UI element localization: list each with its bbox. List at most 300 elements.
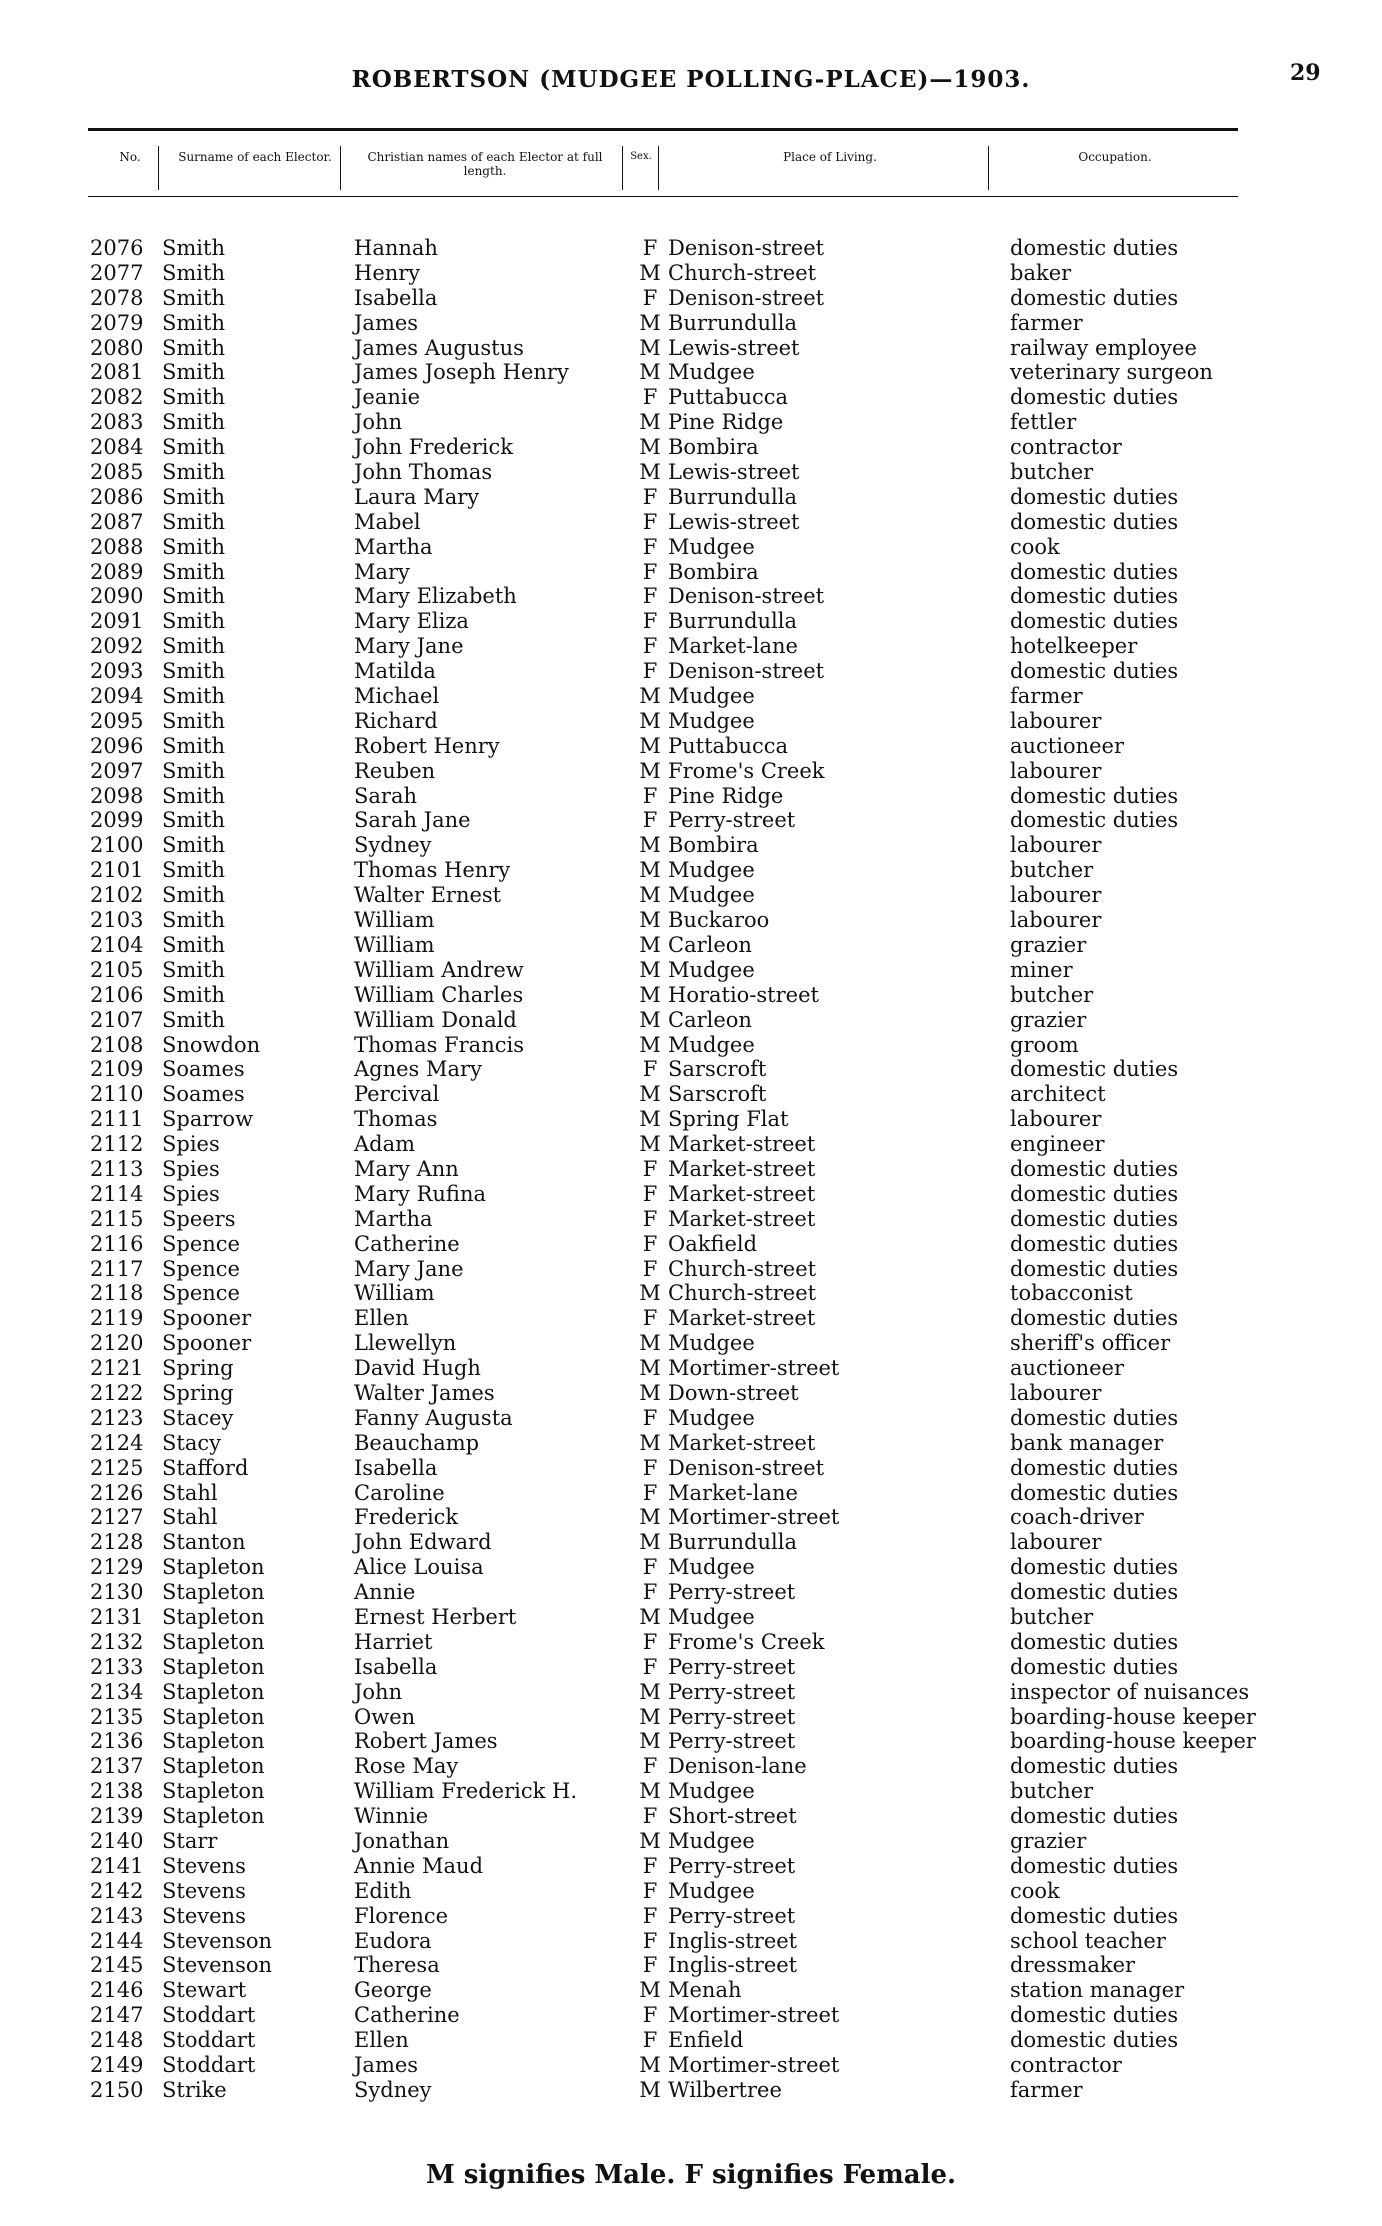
elector-christian-names: Ellen [354,1306,409,1331]
elector-surname: Smith [162,758,225,783]
elector-sex: F [642,659,658,684]
header-christian: Christian names of each Elector at full length. [367,150,603,178]
elector-sex: F [642,1206,658,1231]
elector-occupation: boarding-house keeper [1010,1729,1256,1754]
table-row [0,1929,1382,1954]
table-row [0,2003,1382,2028]
elector-surname: Stevenson [162,1928,273,1953]
elector-sex: M [639,1978,661,2003]
table-row [0,684,1382,709]
elector-place: Inglis-street [668,1928,798,1953]
table-row [0,261,1382,286]
elector-sex: F [642,2003,658,2028]
table-row [0,435,1382,460]
elector-sex: M [639,858,661,883]
elector-christian-names: Sarah Jane [354,808,471,833]
elector-number: 2082 [90,385,144,410]
elector-occupation: domestic duties [1010,1903,1179,1928]
elector-place: Market-street [668,1206,816,1231]
elector-sex: F [642,534,658,559]
elector-occupation: domestic duties [1010,1853,1179,1878]
elector-place: Burrundulla [668,310,798,335]
elector-number: 2133 [90,1654,144,1679]
elector-christian-names: Sarah [354,783,417,808]
elector-christian-names: Isabella [354,1654,438,1679]
table-row [0,1132,1382,1157]
elector-occupation: domestic duties [1010,609,1179,634]
elector-christian-names: Hannah [354,236,438,260]
elector-surname: Smith [162,634,225,659]
elector-occupation: school teacher [1010,1928,1166,1953]
elector-number: 2135 [90,1704,144,1729]
elector-number: 2127 [90,1505,144,1530]
elector-number: 2090 [90,584,144,609]
elector-surname: Smith [162,1007,225,1032]
elector-occupation: butcher [1010,1779,1094,1804]
elector-occupation: tobacconist [1010,1281,1133,1306]
elector-surname: Smith [162,385,225,410]
elector-place: Mudgee [668,360,755,385]
header-rule-top [88,128,1238,131]
elector-number: 2087 [90,509,144,534]
elector-surname: Smith [162,733,225,758]
elector-sex: M [639,733,661,758]
elector-occupation: labourer [1010,758,1102,783]
elector-christian-names: Jeanie [354,385,421,410]
table-row [0,1953,1382,1978]
elector-sex: M [639,1007,661,1032]
elector-place: Denison-street [668,584,825,609]
elector-place: Pine Ridge [668,410,784,435]
elector-christian-names: Martha [354,1206,433,1231]
elector-number: 2124 [90,1430,144,1455]
elector-occupation: butcher [1010,982,1094,1007]
elector-surname: Stacey [162,1405,234,1430]
table-row [0,759,1382,784]
elector-place: Enfield [668,2028,744,2053]
elector-christian-names: Mabel [354,509,421,534]
elector-place: Denison-street [668,1455,825,1480]
elector-place: Short-street [668,1804,797,1829]
table-row [0,2028,1382,2053]
elector-sex: M [639,1779,661,1804]
elector-place: Denison-street [668,659,825,684]
elector-number: 2134 [90,1679,144,1704]
elector-place: Denison-street [668,236,825,260]
elector-surname: Stahl [162,1480,218,1505]
elector-number: 2096 [90,733,144,758]
elector-occupation: domestic duties [1010,559,1179,584]
elector-place: Perry-street [668,1903,796,1928]
elector-place: Bombira [668,559,759,584]
elector-number: 2097 [90,758,144,783]
elector-place: Mudgee [668,1878,755,1903]
elector-sex: M [639,1505,661,1530]
elector-occupation: veterinary surgeon [1010,360,1213,385]
table-row [0,336,1382,361]
elector-occupation: domestic duties [1010,2028,1179,2053]
elector-sex: M [639,1530,661,1555]
elector-occupation: domestic duties [1010,484,1179,509]
elector-christian-names: Alice Louisa [354,1555,484,1580]
elector-place: Lewis-street [668,460,800,485]
elector-surname: Speers [162,1206,236,1231]
elector-occupation: inspector of nuisances [1010,1679,1250,1704]
elector-sex: F [642,1181,658,1206]
table-row [0,1257,1382,1282]
elector-christian-names: Mary Ann [354,1156,459,1181]
table-row [0,1904,1382,1929]
table-row [0,1680,1382,1705]
elector-sex: F [642,1306,658,1331]
elector-occupation: sheriff's officer [1010,1331,1171,1356]
elector-place: Mortimer-street [668,1356,840,1381]
elector-sex: M [639,758,661,783]
table-row [0,1978,1382,2003]
table-row [0,734,1382,759]
elector-place: Puttabucca [668,385,789,410]
elector-sex: M [639,1132,661,1157]
elector-surname: Stanton [162,1530,246,1555]
elector-occupation: labourer [1010,908,1102,933]
elector-number: 2121 [90,1356,144,1381]
elector-surname: Stoddart [162,2053,256,2078]
elector-number: 2147 [90,2003,144,2028]
elector-occupation: farmer [1010,684,1083,709]
page-title: ROBERTSON (MUDGEE POLLING-PLACE)—1903. [351,66,1031,93]
table-row [0,485,1382,510]
elector-christian-names: Mary Rufina [354,1181,486,1206]
elector-christian-names: John Edward [354,1530,492,1555]
elector-number: 2111 [90,1107,144,1132]
elector-occupation: domestic duties [1010,659,1179,684]
elector-number: 2114 [90,1181,144,1206]
table-row [0,584,1382,609]
elector-place: Mortimer-street [668,2053,840,2078]
header-rule-bottom [88,196,1238,197]
elector-number: 2123 [90,1405,144,1430]
elector-occupation: labourer [1010,883,1102,908]
elector-number: 2079 [90,310,144,335]
elector-sex: F [642,2028,658,2053]
elector-christian-names: Caroline [354,1480,445,1505]
elector-sex: F [642,484,658,509]
elector-sex: F [642,236,658,260]
elector-sex: F [642,1654,658,1679]
elector-surname: Stapleton [162,1580,265,1605]
table-row [0,933,1382,958]
elector-surname: Smith [162,584,225,609]
elector-christian-names: Agnes Mary [354,1057,482,1082]
elector-sex: M [639,932,661,957]
elector-number: 2095 [90,708,144,733]
elector-occupation: miner [1010,957,1073,982]
elector-number: 2132 [90,1629,144,1654]
elector-surname: Smith [162,908,225,933]
elector-place: Mudgee [668,957,755,982]
elector-surname: Smith [162,236,225,260]
elector-number: 2150 [90,2077,144,2102]
elector-place: Pine Ridge [668,783,784,808]
elector-sex: F [642,1580,658,1605]
elector-place: Buckaroo [668,908,770,933]
elector-christian-names: Jonathan [354,1829,450,1853]
elector-sex: M [639,360,661,385]
elector-surname: Stoddart [162,2028,256,2053]
elector-place: Perry-street [668,1729,796,1754]
elector-occupation: contractor [1010,2053,1122,2078]
elector-sex: F [642,634,658,659]
elector-christian-names: Walter James [354,1380,495,1405]
elector-christian-names: Fanny Augusta [354,1405,513,1430]
elector-number: 2113 [90,1156,144,1181]
elector-christian-names: Frederick [354,1505,459,1530]
elector-christian-names: James [354,2053,419,2078]
elector-place: Burrundulla [668,484,798,509]
elector-occupation: domestic duties [1010,1480,1179,1505]
elector-place: Mudgee [668,1405,755,1430]
elector-christian-names: Llewellyn [354,1331,457,1356]
elector-christian-names: Edith [354,1878,412,1903]
table-row [0,609,1382,634]
elector-number: 2143 [90,1903,144,1928]
table-row [0,1082,1382,1107]
elector-sex: F [642,1156,658,1181]
elector-sex: F [642,1480,658,1505]
elector-surname: Stewart [162,1978,247,2003]
elector-sex: M [639,410,661,435]
elector-occupation: domestic duties [1010,1306,1179,1331]
elector-christian-names: Beauchamp [354,1430,480,1455]
elector-sex: F [642,1555,658,1580]
elector-number: 2149 [90,2053,144,2078]
elector-number: 2076 [90,236,144,260]
elector-place: Bombira [668,435,759,460]
elector-number: 2117 [90,1256,144,1281]
elector-sex: M [639,1430,661,1455]
table-row [0,2078,1382,2103]
elector-christian-names: William [354,932,435,957]
table-row [0,709,1382,734]
elector-sex: F [642,385,658,410]
elector-sex: F [642,1754,658,1779]
elector-number: 2126 [90,1480,144,1505]
elector-sex: F [642,1953,658,1978]
elector-surname: Spies [162,1156,220,1181]
elector-occupation: domestic duties [1010,1629,1179,1654]
elector-place: Puttabucca [668,733,789,758]
elector-place: Perry-street [668,1704,796,1729]
elector-surname: Smith [162,609,225,634]
elector-occupation: cook [1010,1878,1060,1903]
elector-place: Spring Flat [668,1107,789,1132]
table-row [0,634,1382,659]
elector-occupation: engineer [1010,1132,1105,1157]
elector-surname: Stahl [162,1505,218,1530]
elector-number: 2089 [90,559,144,584]
page-number: 29 [1290,60,1321,86]
elector-place: Market-lane [668,1480,798,1505]
elector-christian-names: Richard [354,708,438,733]
table-row [0,1232,1382,1257]
elector-christian-names: William Andrew [354,957,524,982]
elector-surname: Smith [162,957,225,982]
elector-surname: Spies [162,1181,220,1206]
elector-number: 2118 [90,1281,144,1306]
elector-surname: Smith [162,360,225,385]
elector-christian-names: Theresa [354,1953,440,1978]
elector-number: 2108 [90,1032,144,1057]
elector-surname: Stapleton [162,1654,265,1679]
elector-christian-names: Thomas Francis [354,1032,524,1057]
elector-surname: Smith [162,335,225,360]
elector-place: Mudgee [668,1829,755,1853]
elector-list [0,236,1382,2103]
table-row [0,1879,1382,1904]
elector-place: Sarscroft [668,1082,767,1107]
elector-surname: Spence [162,1231,240,1256]
elector-number: 2141 [90,1853,144,1878]
elector-occupation: station manager [1010,1978,1185,2003]
elector-place: Perry-street [668,808,796,833]
elector-place: Mudgee [668,1331,755,1356]
elector-number: 2122 [90,1380,144,1405]
elector-occupation: domestic duties [1010,1231,1179,1256]
elector-surname: Smith [162,982,225,1007]
elector-surname: Stapleton [162,1704,265,1729]
elector-number: 2136 [90,1729,144,1754]
header-divider [340,146,341,190]
elector-surname: Stevenson [162,1953,273,1978]
elector-occupation: farmer [1010,2077,1083,2102]
elector-number: 2101 [90,858,144,883]
elector-occupation: grazier [1010,932,1087,957]
elector-number: 2125 [90,1455,144,1480]
table-row [0,286,1382,311]
elector-sex: F [642,609,658,634]
elector-christian-names: Catherine [354,1231,460,1256]
table-row [0,1630,1382,1655]
elector-number: 2091 [90,609,144,634]
elector-occupation: auctioneer [1010,733,1125,758]
elector-occupation: domestic duties [1010,1405,1179,1430]
elector-occupation: domestic duties [1010,285,1179,310]
elector-surname: Smith [162,435,225,460]
elector-place: Mudgee [668,684,755,709]
elector-surname: Smith [162,559,225,584]
table-row [0,1580,1382,1605]
elector-christian-names: David Hugh [354,1356,481,1381]
table-row [0,1829,1382,1854]
elector-number: 2094 [90,684,144,709]
elector-surname: Spooner [162,1331,252,1356]
table-row [0,1804,1382,1829]
elector-surname: Spies [162,1132,220,1157]
elector-christian-names: William Charles [354,982,524,1007]
elector-occupation: domestic duties [1010,1455,1179,1480]
elector-place: Market-lane [668,634,798,659]
elector-christian-names: Percival [354,1082,440,1107]
elector-christian-names: Ernest Herbert [354,1604,517,1629]
elector-place: Mudgee [668,534,755,559]
elector-number: 2110 [90,1082,144,1107]
elector-christian-names: Catherine [354,2003,460,2028]
elector-christian-names: James Joseph Henry [354,360,569,385]
table-row [0,311,1382,336]
table-row [0,1057,1382,1082]
table-row [0,1605,1382,1630]
elector-sex: M [639,2077,661,2102]
elector-place: Wilbertree [668,2077,782,2102]
table-row [0,983,1382,1008]
elector-surname: Smith [162,783,225,808]
elector-surname: Sparrow [162,1107,254,1132]
elector-christian-names: Sydney [354,833,432,858]
elector-number: 2130 [90,1580,144,1605]
table-row [0,858,1382,883]
elector-place: Frome's Creek [668,758,825,783]
table-row [0,360,1382,385]
elector-place: Market-street [668,1156,816,1181]
elector-surname: Smith [162,833,225,858]
elector-christian-names: Mary Jane [354,634,464,659]
elector-christian-names: George [354,1978,432,2003]
elector-place: Market-street [668,1306,816,1331]
elector-surname: Smith [162,659,225,684]
elector-sex: M [639,1082,661,1107]
elector-number: 2086 [90,484,144,509]
table-row [0,1779,1382,1804]
elector-number: 2093 [90,659,144,684]
elector-surname: Stapleton [162,1679,265,1704]
elector-sex: M [639,1380,661,1405]
elector-surname: Stapleton [162,1729,265,1754]
elector-surname: Stoddart [162,2003,256,2028]
elector-number: 2138 [90,1779,144,1804]
elector-surname: Stevens [162,1878,246,1903]
elector-occupation: baker [1010,260,1072,285]
header-place: Place of Living. [783,150,877,164]
elector-surname: Starr [162,1829,218,1853]
table-row [0,1331,1382,1356]
elector-surname: Spence [162,1281,240,1306]
elector-sex: F [642,1903,658,1928]
elector-christian-names: Sydney [354,2077,432,2102]
elector-christian-names: William Donald [354,1007,517,1032]
table-row [0,1854,1382,1879]
table-row [0,385,1382,410]
elector-number: 2092 [90,634,144,659]
elector-sex: M [639,908,661,933]
table-row [0,784,1382,809]
elector-place: Mortimer-street [668,1505,840,1530]
elector-sex: F [642,1256,658,1281]
elector-sex: M [639,460,661,485]
elector-christian-names: Mary Elizabeth [354,584,517,609]
elector-sex: M [639,1829,661,1853]
elector-surname: Smith [162,883,225,908]
elector-surname: Smith [162,708,225,733]
table-row [0,1456,1382,1481]
elector-surname: Stapleton [162,1555,265,1580]
header-occupation: Occupation. [1078,150,1152,164]
table-row [0,1705,1382,1730]
elector-christian-names: Henry [354,260,421,285]
elector-surname: Smith [162,509,225,534]
table-row [0,1729,1382,1754]
elector-sex: M [639,708,661,733]
elector-sex: F [642,285,658,310]
